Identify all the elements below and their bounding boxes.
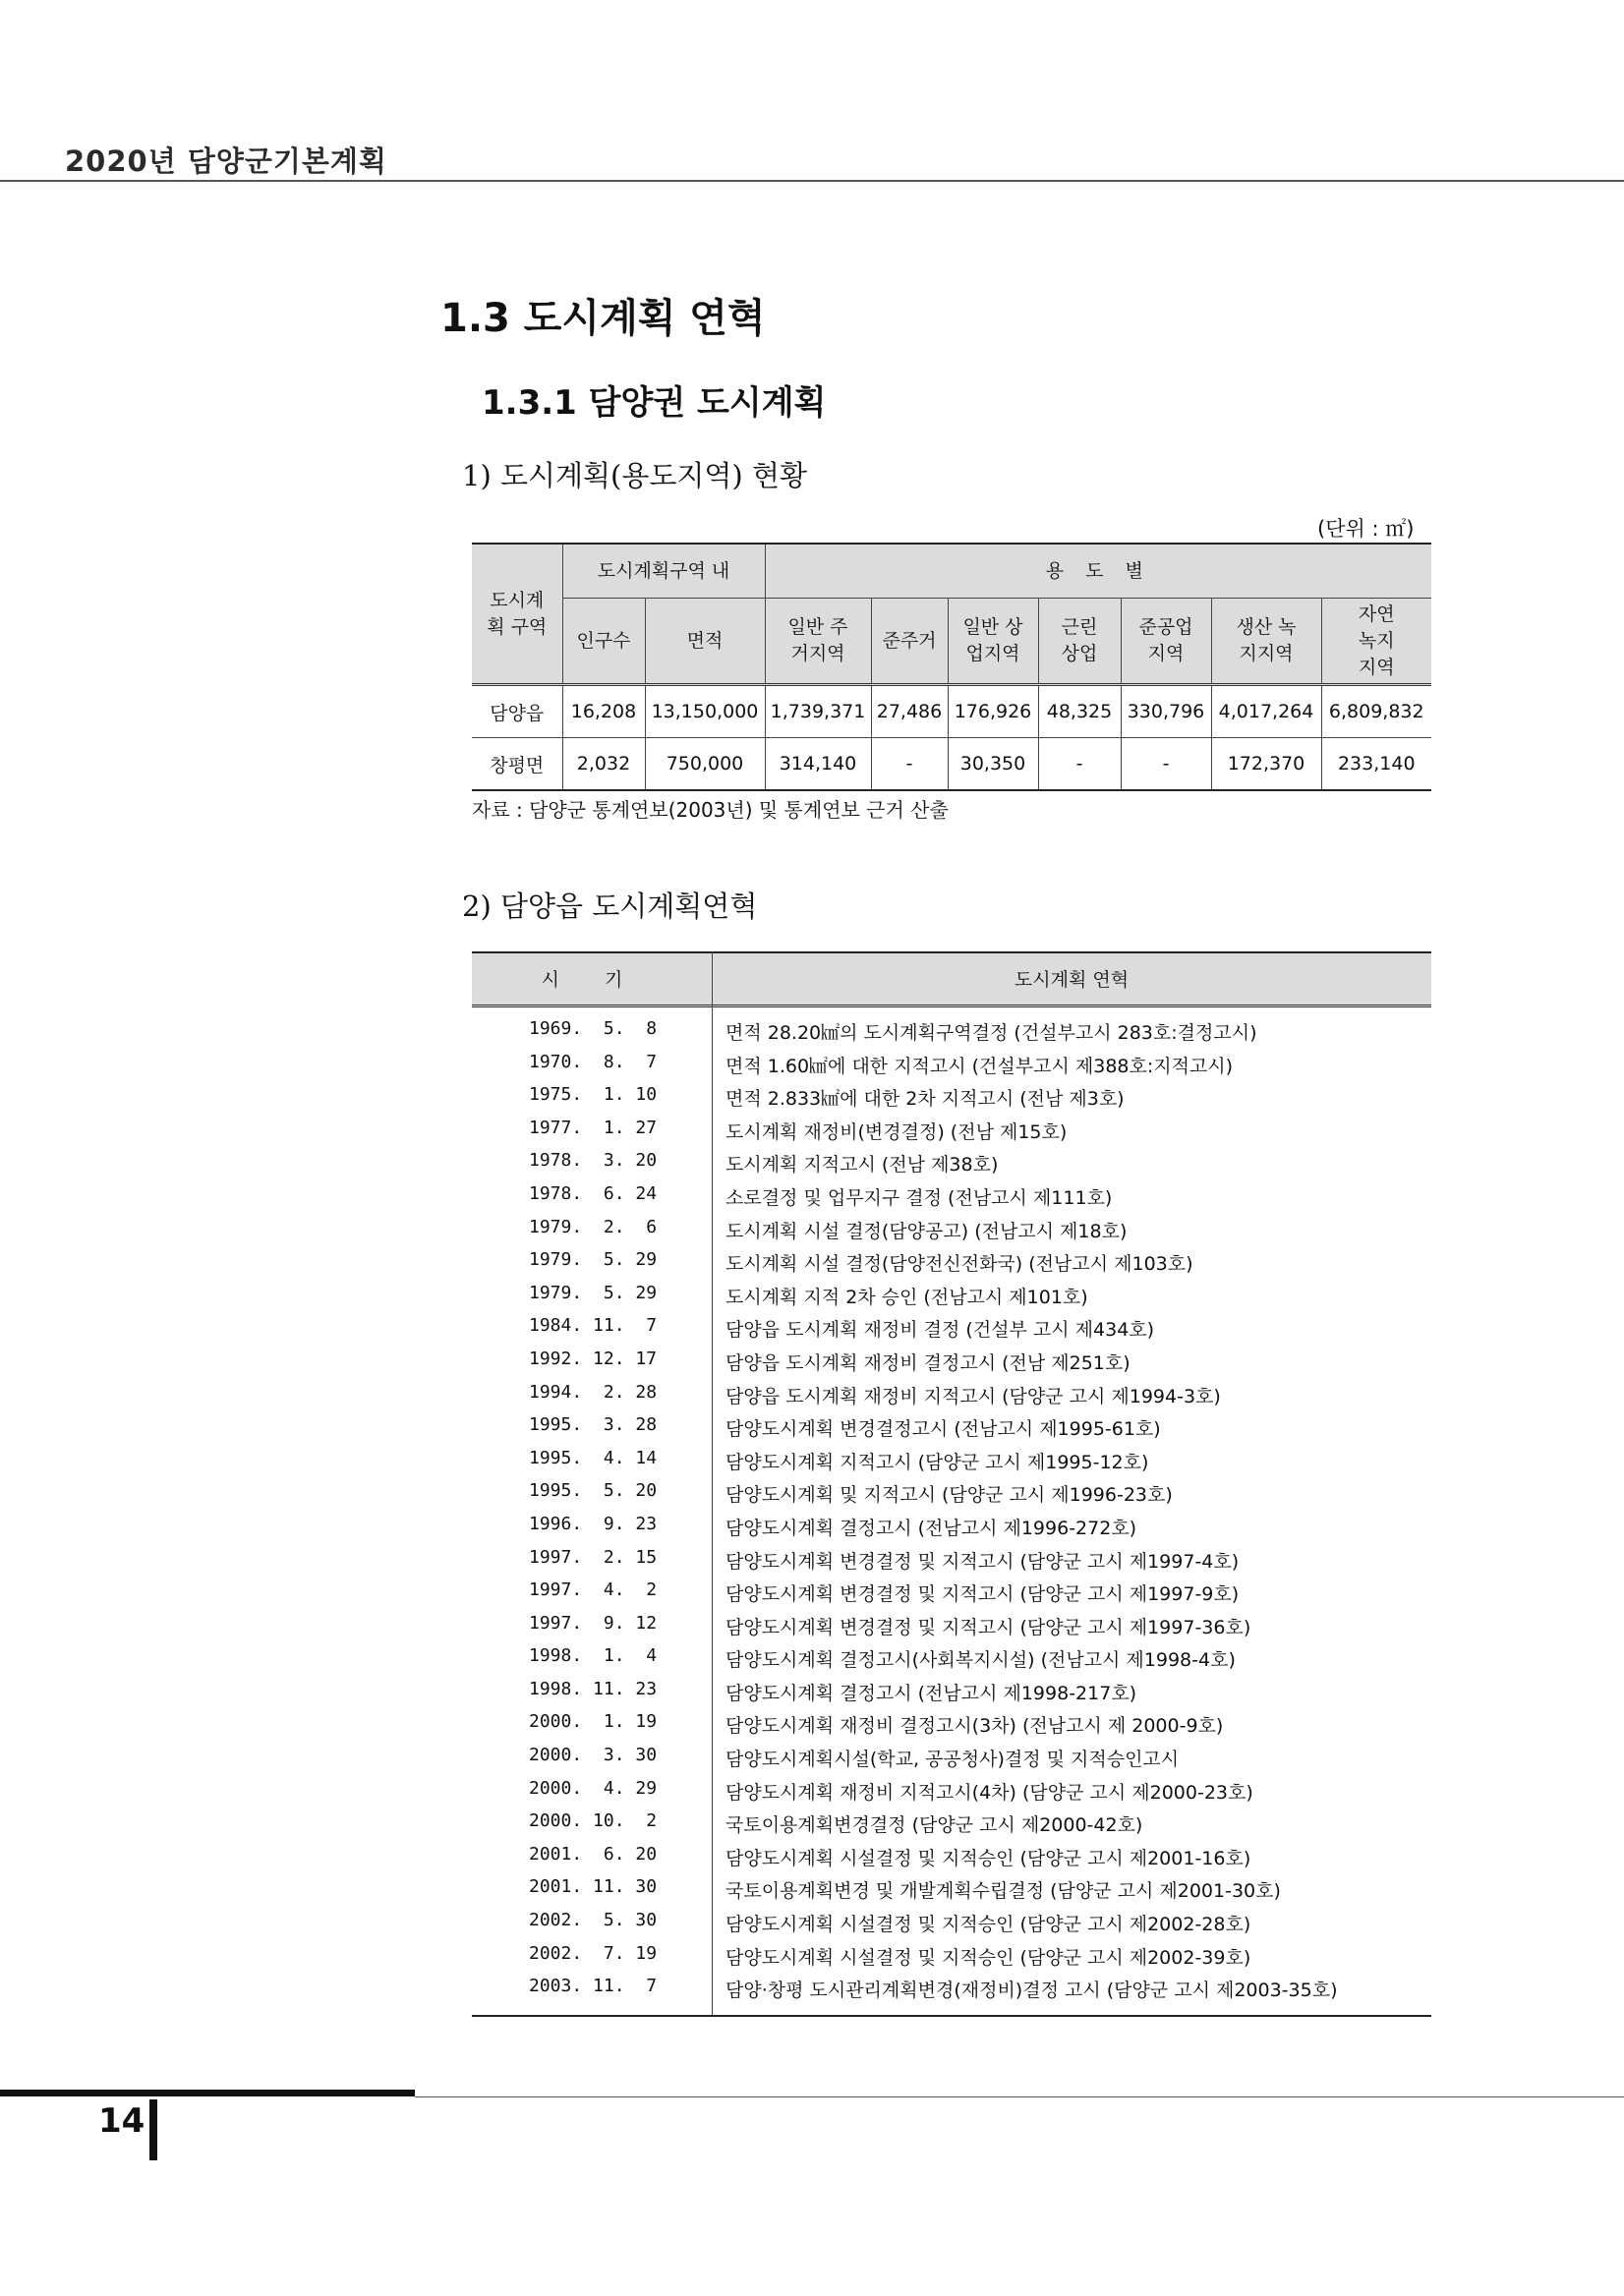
cell-area: 750,000 [645, 738, 765, 791]
history-date: 2003. 11. 7 [529, 1976, 658, 1997]
cell-general-residential: 314,140 [765, 738, 871, 791]
history-date: 1997. 9. 12 [529, 1612, 658, 1634]
header-area: 면적 [645, 599, 765, 685]
history-event: 담양도시계획 결정고시 (전남고시 제1996-272호) [725, 1517, 1137, 1539]
list-item [472, 1448, 1431, 1481]
cell-population: 2,032 [562, 738, 645, 791]
history-date: 1979. 5. 29 [529, 1282, 658, 1303]
page-number-bar [149, 2099, 157, 2160]
list-item [472, 1876, 1431, 1910]
history-table-body [472, 1018, 1431, 2009]
footer-divider [415, 2096, 1624, 2097]
history-event: 담양도시계획 재정비 지적고시(4차) (담양군 고시 제2000-23호) [725, 1781, 1253, 1804]
list-item [472, 1547, 1431, 1580]
history-date: 1998. 11. 23 [529, 1678, 658, 1699]
history-date: 1992. 12. 17 [529, 1348, 658, 1369]
history-event: 담양도시계획 시설결정 및 지적승인 (담양군 고시 제2001-16호) [725, 1847, 1251, 1869]
header-divider [0, 180, 1624, 182]
history-event: 담양도시계획 변경결정 및 지적고시 (담양군 고시 제1997-36호) [725, 1616, 1251, 1638]
history-event: 도시계획 지적고시 (전남 제38호) [725, 1154, 999, 1177]
source-note: 자료 : 담양군 통계연보(2003년) 및 통계연보 근거 산출 [472, 798, 949, 822]
page-number: 14 [98, 2101, 145, 2141]
history-date: 2001. 6. 20 [529, 1843, 658, 1865]
history-date: 1979. 5. 29 [529, 1249, 658, 1271]
list-item [472, 1052, 1431, 1085]
table-bottom-rule [472, 2015, 1431, 2017]
header-general-residential: 일반 주거지역 [765, 599, 871, 685]
running-header: 2020년 담양군기본계획 [65, 144, 387, 178]
list-item [472, 1480, 1431, 1514]
list-item [472, 1711, 1431, 1745]
history-date: 1979. 2. 6 [529, 1216, 658, 1237]
history-event: 담양읍 도시계획 재정비 지적고시 (담양군 고시 제1994-3호) [725, 1385, 1221, 1407]
cell-semi-residential: - [871, 738, 948, 791]
history-date: 1998. 1. 4 [529, 1645, 658, 1667]
history-date: 2000. 4. 29 [529, 1777, 658, 1799]
header-semi-residential: 준주거 [871, 599, 948, 685]
cell-general-commercial: 176,926 [948, 685, 1038, 738]
cell-semi-residential: 27,486 [871, 685, 948, 738]
history-event: 국토이용계획변경 및 개발계획수립결정 (담양군 고시 제2001-30호) [725, 1880, 1281, 1903]
history-event: 담양도시계획 시설결정 및 지적승인 (담양군 고시 제2002-39호) [725, 1946, 1251, 1969]
header-production-green: 생산 녹지지역 [1211, 599, 1321, 685]
history-event: 도시계획 시설 결정(담양전신전화국) (전남고시 제103호) [725, 1253, 1193, 1276]
list-item [472, 1217, 1431, 1250]
history-event: 담양도시계획시설(학교, 공공청사)결정 및 지적승인고시 [725, 1749, 1180, 1771]
history-event: 담양도시계획 변경결정 및 지적고시 (담양군 고시 제1997-4호) [725, 1550, 1240, 1573]
history-event: 담양도시계획 변경결정 및 지적고시 (담양군 고시 제1997-9호) [725, 1583, 1240, 1606]
history-event: 담양읍 도시계획 재정비 결정 (건설부 고시 제434호) [725, 1319, 1155, 1342]
history-event: 면적 1.60㎢에 대한 지적고시 (건설부고시 제388호:지적고시) [725, 1055, 1234, 1077]
cell-region: 담양읍 [472, 685, 562, 738]
history-event: 면적 28.20㎢의 도시계획구역결정 (건설부고시 283호:결정고시) [725, 1022, 1257, 1044]
list-item [472, 1613, 1431, 1646]
history-date: 1997. 4. 2 [529, 1579, 658, 1601]
history-date: 2000. 1. 19 [529, 1711, 658, 1733]
history-date: 1994. 2. 28 [529, 1381, 658, 1403]
cell-population: 16,208 [562, 685, 645, 738]
history-event: 담양·창평 도시관리계획변경(재정비)결정 고시 (담양군 고시 제2003-35호) [725, 1980, 1338, 2002]
header-population: 인구수 [562, 599, 645, 685]
history-date: 1995. 5. 20 [529, 1480, 658, 1502]
list-item [472, 1349, 1431, 1382]
list-item [472, 1414, 1431, 1448]
list-item [472, 1150, 1431, 1183]
section-title: 1.3 도시계획 연혁 [440, 296, 766, 341]
list-item [472, 1018, 1431, 1052]
list-item [472, 1084, 1431, 1118]
history-date: 1984. 11. 7 [529, 1315, 658, 1337]
table-row [472, 685, 1431, 738]
cell-general-residential: 1,739,371 [765, 685, 871, 738]
cell-area: 13,150,000 [645, 685, 765, 738]
history-date: 2002. 7. 19 [529, 1942, 658, 1964]
history-date: 1975. 1. 10 [529, 1084, 658, 1106]
history-event: 담양도시계획 재정비 결정고시(3차) (전남고시 제 2000-9호) [725, 1715, 1224, 1738]
history-date: 1995. 3. 28 [529, 1414, 658, 1436]
header-group-use: 용 도 별 [765, 544, 1431, 599]
part1-heading: 1) 도시계획(용도지역) 현황 [462, 459, 807, 492]
header-semi-industrial: 준공업 지역 [1121, 599, 1211, 685]
cell-neighborhood-commercial: - [1038, 738, 1121, 791]
cell-production-green: 4,017,264 [1211, 685, 1321, 738]
cell-production-green: 172,370 [1211, 738, 1321, 791]
history-date: 1969. 5. 8 [529, 1018, 658, 1039]
header-group-inside: 도시계획구역 내 [562, 544, 765, 599]
cell-neighborhood-commercial: 48,325 [1038, 685, 1121, 738]
header-general-commercial: 일반 상업지역 [948, 599, 1038, 685]
history-date: 2000. 3. 30 [529, 1745, 658, 1766]
history-event: 도시계획 지적 2차 승인 (전남고시 제101호) [725, 1286, 1088, 1308]
history-date: 2001. 11. 30 [529, 1876, 658, 1898]
header-event: 도시계획 연혁 [1014, 969, 1130, 991]
history-event: 담양도시계획 및 지적고시 (담양군 고시 제1996-23호) [725, 1484, 1173, 1507]
cell-natural-green: 6,809,832 [1321, 685, 1431, 738]
list-item [472, 1579, 1431, 1613]
history-date: 1996. 9. 23 [529, 1513, 658, 1534]
table-row [472, 738, 1431, 791]
history-date: 2000. 10. 2 [529, 1810, 658, 1832]
header-natural-green: 자연 녹지지역 [1321, 599, 1431, 685]
history-event: 담양도시계획 시설결정 및 지적승인 (담양군 고시 제2002-28호) [725, 1914, 1251, 1936]
history-event: 소로결정 및 업무지구 결정 (전남고시 제111호) [725, 1186, 1113, 1209]
list-item [472, 1514, 1431, 1547]
header-neighborhood-commercial: 근린 상업 [1038, 599, 1121, 685]
list-item [472, 1910, 1431, 1943]
header-region: 도시계획 구역 [472, 544, 562, 685]
history-event: 담양읍 도시계획 재정비 결정고시 (전남 제251호) [725, 1351, 1131, 1374]
list-item [472, 1810, 1431, 1844]
cell-general-commercial: 30,350 [948, 738, 1038, 791]
list-item [472, 1679, 1431, 1712]
part2-heading: 2) 담양읍 도시계획연혁 [462, 890, 758, 923]
cell-natural-green: 233,140 [1321, 738, 1431, 791]
cell-semi-industrial: - [1121, 738, 1211, 791]
history-date: 1995. 4. 14 [529, 1447, 658, 1468]
subsection-title: 1.3.1 담양권 도시계획 [482, 383, 827, 423]
list-item [472, 1745, 1431, 1778]
history-date: 1977. 1. 27 [529, 1117, 658, 1138]
list-item [472, 1118, 1431, 1151]
history-date: 1978. 3. 20 [529, 1150, 658, 1172]
list-item [472, 1645, 1431, 1679]
history-event: 담양도시계획 지적고시 (담양군 고시 제1995-12호) [725, 1451, 1149, 1473]
list-item [472, 1283, 1431, 1316]
history-date: 1997. 2. 15 [529, 1546, 658, 1568]
history-event: 도시계획 시설 결정(담양공고) (전남고시 제18호) [725, 1220, 1128, 1242]
footer-bar [0, 2090, 415, 2096]
history-event: 담양도시계획 결정고시(사회복지시설) (전남고시 제1998-4호) [725, 1649, 1236, 1672]
list-item [472, 1183, 1431, 1217]
header-date: 시 기 [541, 969, 643, 991]
history-event: 담양도시계획 변경결정고시 (전남고시 제1995-61호) [725, 1418, 1161, 1441]
history-event: 도시계획 재정비(변경결정) (전남 제15호) [725, 1120, 1068, 1143]
list-item [472, 1943, 1431, 1977]
list-item [472, 1315, 1431, 1349]
history-date: 1970. 8. 7 [529, 1051, 658, 1072]
list-item [472, 1249, 1431, 1283]
cell-region: 창평면 [472, 738, 562, 791]
list-item [472, 1844, 1431, 1877]
history-event: 국토이용계획변경결정 (담양군 고시 제2000-42호) [725, 1814, 1143, 1837]
history-date: 2002. 5. 30 [529, 1910, 658, 1931]
history-table-header [472, 951, 1431, 1007]
list-item [472, 1778, 1431, 1811]
history-event: 담양도시계획 결정고시 (전남고시 제1998-217호) [725, 1682, 1137, 1704]
list-item [472, 1976, 1431, 2009]
list-item [472, 1382, 1431, 1415]
zoning-table [472, 543, 1431, 791]
history-table [472, 951, 1431, 2002]
history-date: 1978. 6. 24 [529, 1182, 658, 1204]
cell-semi-industrial: 330,796 [1121, 685, 1211, 738]
history-event: 면적 2.833㎢에 대한 2차 지적고시 (전남 제3호) [725, 1088, 1125, 1111]
unit-note: (단위 : ㎡) [1317, 517, 1415, 541]
